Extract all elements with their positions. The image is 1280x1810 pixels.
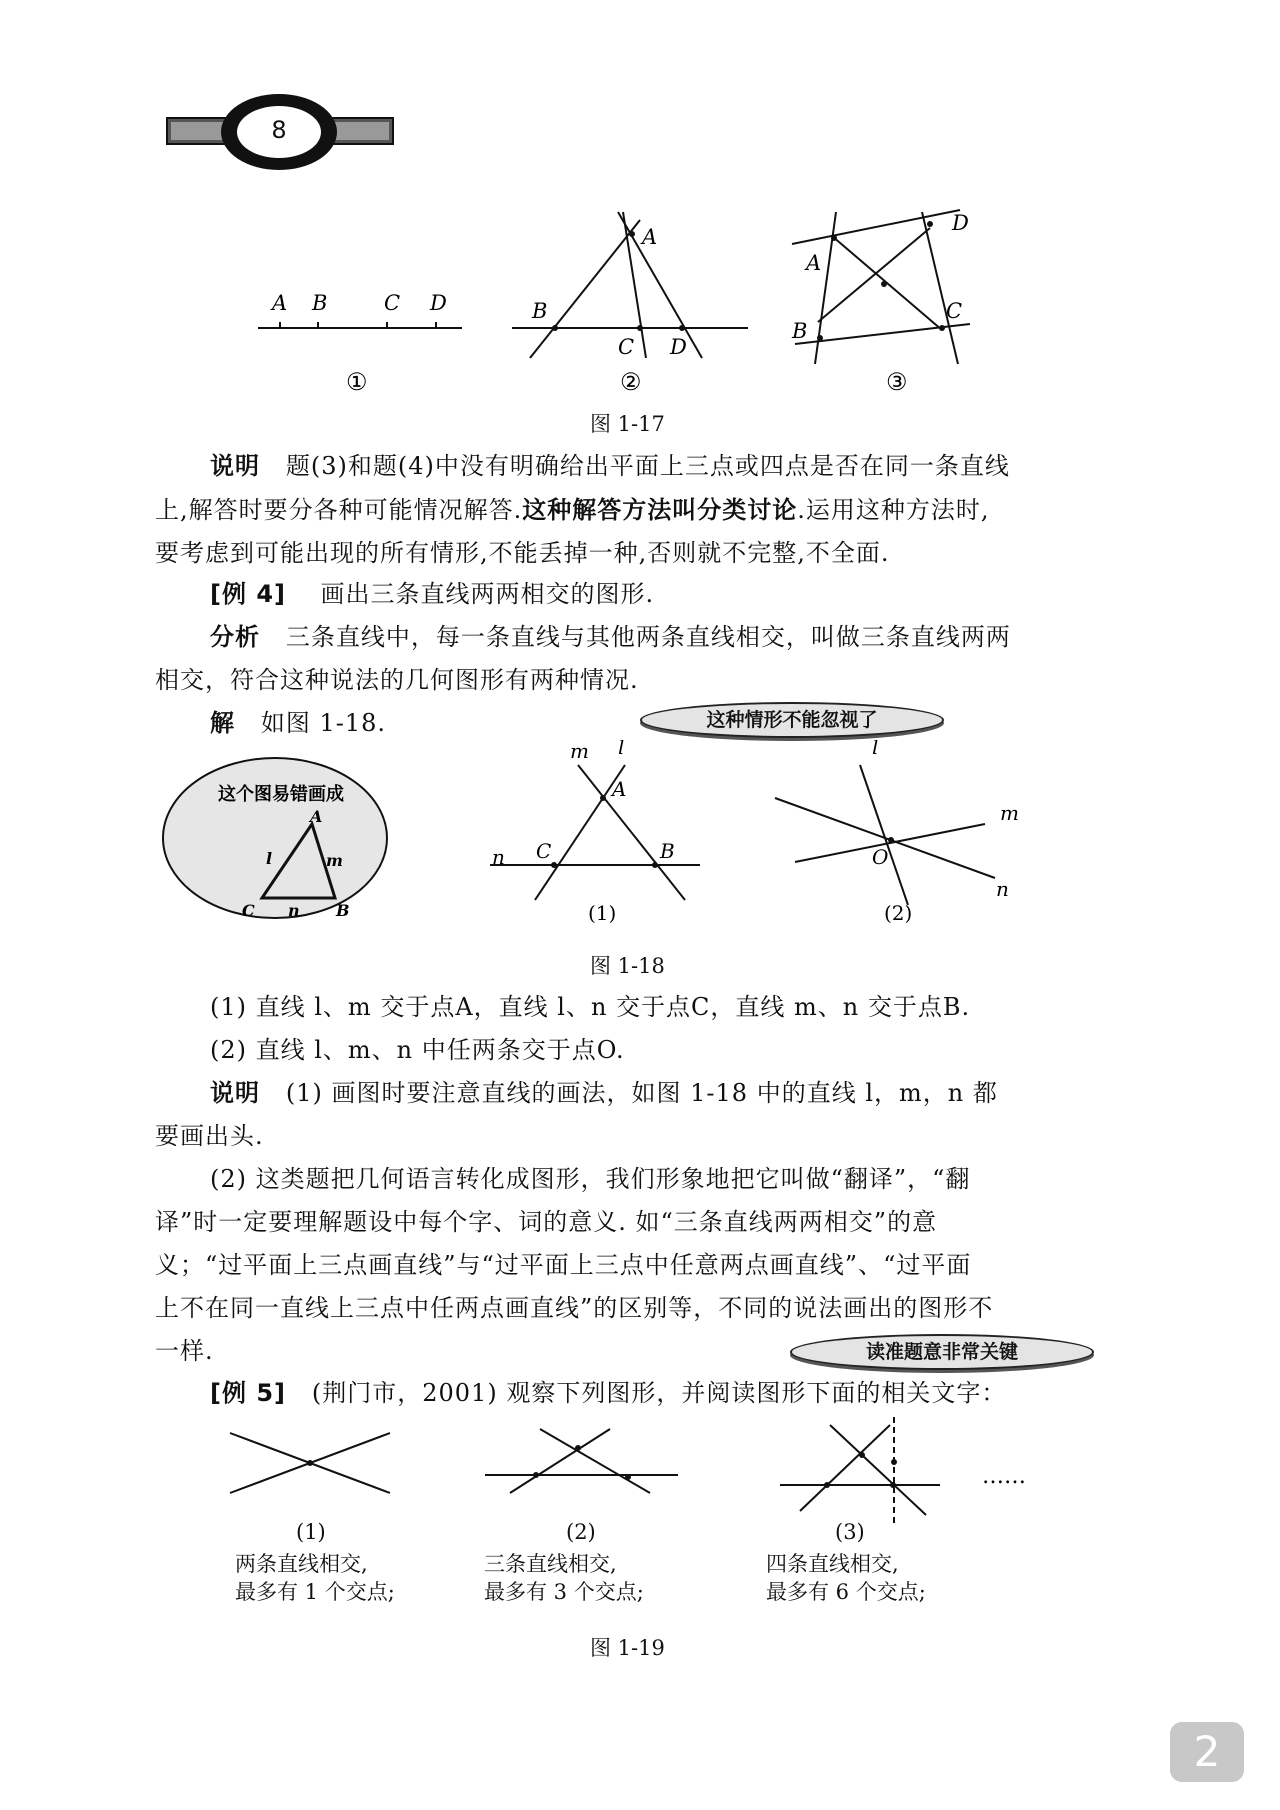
analysis-text1: 三条直线中，每一条直线与其他两条直线相交，叫做三条直线两两 xyxy=(285,623,1011,651)
fig19-desc1 xyxy=(235,1550,395,1606)
fig17-sub2: ② xyxy=(620,368,642,396)
fig19-desc2-b: 最多有 3 个交点; xyxy=(484,1580,644,1604)
fig17-p2-C: C xyxy=(618,335,635,359)
note3-text2: 译”时一定要理解题设中每个字、词的意义. 如“三条直线两两相交”的意 xyxy=(155,1208,938,1236)
analysis-line1 xyxy=(155,616,1100,659)
fig17-p1-B: B xyxy=(312,291,328,315)
fig19-sub3: (3) xyxy=(835,1520,865,1544)
page-badge[interactable]: 2 xyxy=(1170,1722,1244,1782)
fig18-f2-l: l xyxy=(872,740,879,759)
note2-label: 说明 xyxy=(210,1079,260,1107)
fig18-e-C: C xyxy=(242,901,255,920)
fig17-p1-D: D xyxy=(430,291,447,315)
fig19-panel3 xyxy=(780,1417,940,1525)
note1-emphasis: 这种解答方法叫分类讨论 xyxy=(522,495,798,524)
note2-block xyxy=(155,1072,1100,1158)
fig17-panel3 xyxy=(791,210,970,364)
note3-text1: (2) 这类题把几何语言转化成图形，我们形象地把它叫做“翻译”，“翻 xyxy=(210,1165,971,1193)
fig18-f1-B: B xyxy=(660,839,675,863)
banner-key: 读准题意非常关键 xyxy=(790,1334,1094,1370)
note1-line1 xyxy=(155,445,1100,488)
fig18-f2-n: n xyxy=(996,877,1009,901)
banner-ignore: 这种情形不能忽视了 xyxy=(640,702,944,738)
fig17-panel1 xyxy=(258,291,462,328)
fig17-panel2 xyxy=(512,212,748,359)
fig19-desc1-b: 最多有 1 个交点; xyxy=(235,1580,395,1604)
fig18-sub1: (1) xyxy=(588,901,617,925)
analysis-text2: 相交，符合这种说法的几何图形有两种情况. xyxy=(155,666,639,694)
fig18-f2-m: m xyxy=(1000,801,1019,825)
solution-text: 如图 1-18. xyxy=(260,709,387,737)
fig18-e-A: A xyxy=(310,807,323,826)
note1-text2c: .运用这种方法时, xyxy=(797,496,990,524)
fig17-p1-A: A xyxy=(272,291,288,315)
fig17-p2-A: A xyxy=(642,225,658,249)
fig19-sub1: (1) xyxy=(296,1520,326,1544)
fig18-f1-C: C xyxy=(536,839,552,863)
note3-text4: 上不在同一直线上三点中任两点画直线”的区别等，不同的说法画出的图形不 xyxy=(155,1294,994,1322)
fig18-f1-l: l xyxy=(618,740,625,759)
analysis-block xyxy=(155,616,1100,702)
note1-label: 说明 xyxy=(210,452,260,480)
fig18-panel1 xyxy=(490,740,700,925)
page-number: 8 xyxy=(271,116,287,144)
fig18-ellipse-note xyxy=(163,758,387,920)
fig19-desc2 xyxy=(484,1550,644,1606)
fig19-desc3 xyxy=(766,1550,926,1606)
fig19-caption: 图 1-19 xyxy=(590,1636,665,1660)
note1-text2a: 上,解答时要分各种可能情况解答. xyxy=(155,496,523,524)
note2-line1 xyxy=(155,1072,1100,1115)
example4-text: 画出三条直线两两相交的图形. xyxy=(320,580,655,608)
note1-text1: 题(3)和题(4)中没有明确给出平面上三点或四点是否在同一条直线 xyxy=(285,452,1010,480)
fig17-caption: 图 1-17 xyxy=(590,412,665,436)
page-number-emblem xyxy=(165,90,395,170)
fig18-f1-n: n xyxy=(492,845,505,869)
fig19-desc1-a: 两条直线相交, xyxy=(235,1552,368,1576)
fig18-e-n: n xyxy=(288,901,300,920)
fig19-desc3-b: 最多有 6 个交点; xyxy=(766,1580,926,1604)
fig18-e-B: B xyxy=(336,901,350,920)
example4 xyxy=(155,573,1100,616)
figure-1-17 xyxy=(240,200,1000,400)
answer-1: (1) 直线 l、m 交于点A，直线 l、n 交于点C，直线 m、n 交于点B. xyxy=(210,993,971,1021)
example5-label: [例 5] xyxy=(210,1379,286,1407)
example4-label: [例 4] xyxy=(210,580,286,608)
fig17-p2-D: D xyxy=(670,335,687,359)
fig18-e-m: m xyxy=(326,851,343,870)
note2-text2: 要画出头. xyxy=(155,1122,264,1150)
fig19-panel2 xyxy=(485,1429,678,1493)
note1-line2 xyxy=(155,488,1100,532)
analysis-label: 分析 xyxy=(210,623,260,651)
note1-block xyxy=(155,445,1100,575)
answer-2: (2) 直线 l、m、n 中任两条交于点O. xyxy=(210,1036,625,1064)
note2-text1: (1) 画图时要注意直线的画法，如图 1-18 中的直线 l，m，n 都 xyxy=(285,1079,998,1107)
example5 xyxy=(155,1372,1100,1415)
fig19-sub2: (2) xyxy=(566,1520,596,1544)
fig18-f1-m: m xyxy=(570,740,589,763)
solution-label: 解 xyxy=(210,709,235,737)
fig17-p3-C: C xyxy=(946,299,963,323)
fig18-e-l: l xyxy=(266,849,273,868)
answers-block xyxy=(155,986,1100,1072)
fig18-f2-O: O xyxy=(872,845,889,869)
fig19-panel1 xyxy=(230,1433,390,1493)
figure-1-18 xyxy=(160,740,1060,940)
fig19-desc3-a: 四条直线相交, xyxy=(766,1552,899,1576)
fig18-f1-A: A xyxy=(612,777,627,801)
fig18-panel2 xyxy=(775,740,1019,925)
fig18-ellipse-title: 这个图易错画成 xyxy=(218,784,344,805)
fig17-p3-A: A xyxy=(806,251,822,275)
note3-text3: 义；“过平面上三点画直线”与“过平面上三点中任意两点画直线”、“过平面 xyxy=(155,1251,972,1279)
fig17-p1-C: C xyxy=(384,291,401,315)
note3-text5: 一样. xyxy=(155,1337,214,1365)
fig19-desc2-a: 三条直线相交, xyxy=(484,1552,617,1576)
fig17-p3-D: D xyxy=(952,211,969,235)
fig17-p3-B: B xyxy=(792,319,808,343)
fig17-p2-B: B xyxy=(532,299,548,323)
fig19-dots: …… xyxy=(982,1464,1026,1489)
fig18-caption: 图 1-18 xyxy=(590,954,665,978)
fig18-sub2: (2) xyxy=(884,901,913,925)
note1-line3: 要考虑到可能出现的所有情形,不能丢掉一种,否则就不完整,不全面. xyxy=(155,539,890,567)
solution xyxy=(155,702,610,745)
fig17-sub3: ③ xyxy=(886,368,908,396)
fig17-sub1: ① xyxy=(346,368,368,396)
example5-text: (荆门市，2001) 观察下列图形，并阅读图形下面的相关文字： xyxy=(311,1379,1007,1407)
figure-1-19 xyxy=(200,1415,1060,1525)
